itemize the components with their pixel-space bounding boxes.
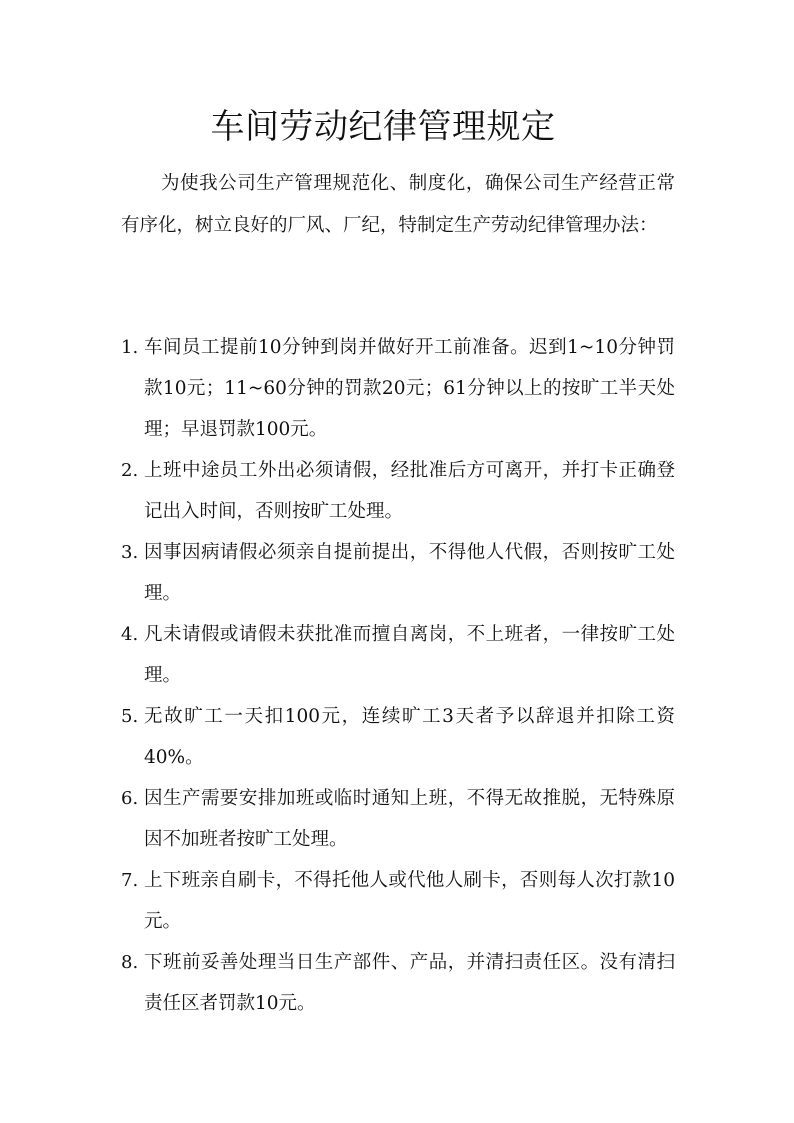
rule-number: 6. [121,788,139,809]
rule-text: 凡未请假或请假未获批准而擅自离岗，不上班者，一律按旷工处理。 [144,624,675,686]
rule-item-2 [121,450,675,532]
rule-item-4 [121,614,675,696]
rule-text: 下班前妥善处理当日生产部件、产品，并清扫责任区。没有清扫责任区者罚款10元。 [144,952,675,1014]
rule-number: 4. [121,624,139,645]
rule-text: 因事因病请假必须亲自提前提出，不得他人代假，否则按旷工处理。 [144,542,675,604]
rule-text: 上下班亲自刷卡，不得托他人或代他人刷卡，否则每人次打款10元。 [144,870,675,932]
rule-text: 无故旷工一天扣100元，连续旷工3天者予以辞退并扣除工资40%。 [144,706,675,768]
rule-text: 因生产需要安排加班或临时通知上班，不得无故推脱，无特殊原因不加班者按旷工处理。 [144,788,675,850]
rule-number: 7. [121,870,139,891]
rules-list [121,327,675,1024]
rule-number: 8. [121,952,139,973]
rule-item-5 [121,696,675,778]
intro-paragraph: 为使我公司生产管理规范化、制度化，确保公司生产经营正常有序化，树立良好的厂风、厂纪，特制定生产劳动纪律管理办法： [121,173,675,236]
rule-text: 上班中途员工外出必须请假，经批准后方可离开，并打卡正确登记出入时间，否则按旷工处理。 [144,460,675,522]
rule-item-3 [121,532,675,614]
rule-item-6 [121,778,675,860]
document-title: 车间劳动纪律管理规定 [210,107,556,147]
rule-item-1 [121,327,675,450]
rule-number: 1. [121,337,139,358]
rule-number: 2. [121,460,139,481]
rule-text: 车间员工提前10分钟到岗并做好开工前准备。迟到1~10分钟罚款10元；11~60分钟的罚款20元；61分钟以上的按旷工半天处理；早退罚款100元。 [144,337,675,440]
rule-number: 3. [121,542,139,563]
rule-number: 5. [121,706,139,727]
rule-item-8 [121,942,675,1024]
rule-item-7 [121,860,675,942]
